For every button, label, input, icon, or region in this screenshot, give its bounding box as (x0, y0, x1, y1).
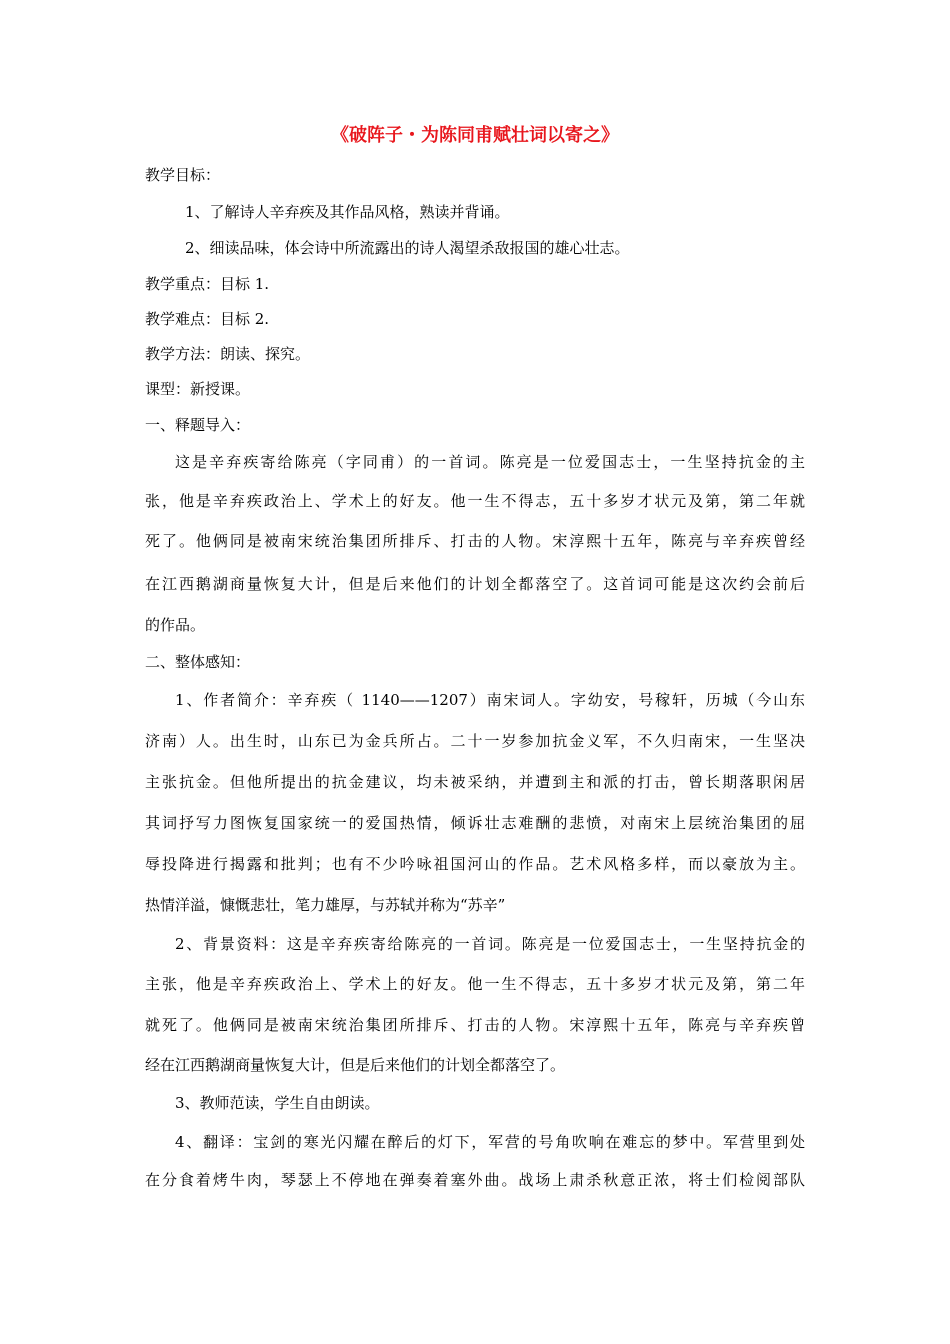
section1-heading: 一、释题导入： (145, 416, 251, 434)
paragraph-line: 4、翻译：宝剑的寒光闪耀在醉后的灯下，军营的号角吹响在难忘的梦中。军营里到处 (175, 1133, 805, 1151)
paragraph-line: 张，他是辛弃疾政治上、学术上的好友。他一生不得志，五十多岁才状元及第，第二年就 (145, 492, 805, 510)
goals-heading: 教学目标： (145, 166, 221, 184)
key-point: 教学重点：目标 1. (145, 275, 270, 293)
paragraph-line: 辱投降进行揭露和批判；也有不少吟咏祖国河山的作品。艺术风格多样，而以豪放为主。 (145, 855, 805, 873)
paragraph-line: 其词抒写力图恢复国家统一的爱国热情，倾诉壮志难酬的悲愤，对南宋上层统治集团的屈 (145, 814, 805, 832)
difficulty: 教学难点：目标 2. (145, 310, 270, 328)
paragraph-line: 济南）人。出生时，山东已为金兵所占。二十一岁参加抗金义军，不久归南宋，一生坚决 (145, 732, 805, 750)
paragraph-line: 死了。他俩同是被南宋统治集团所排斥、打击的人物。宋淳熙十五年，陈亮与辛弃疾曾经 (145, 532, 805, 550)
goal-item-2: 2、细读品味，体会诗中所流露出的诗人渴望杀敌报国的雄心壮志。 (185, 239, 630, 257)
paragraph-line: 在江西鹅湖商量恢复大计，但是后来他们的计划全都落空了。这首词可能是这次约会前后 (145, 575, 805, 593)
paragraph-line: 主张抗金。但他所提出的抗金建议，均未被采纳，并遭到主和派的打击，曾长期落职闲居 (145, 773, 805, 791)
paragraph-line: 热情洋溢，慷慨悲壮，笔力雄厚，与苏轼并称为“苏辛” (145, 896, 506, 914)
paragraph-line: 这是辛弃疾寄给陈亮（字同甫）的一首词。陈亮是一位爱国志士，一生坚持抗金的主 (175, 453, 805, 471)
paragraph-line: 1、作者简介：辛弃疾（ 1140——1207）南宋词人。字幼安，号稼轩，历城（今山东 (175, 691, 805, 709)
lesson-type: 课型：新授课。 (145, 380, 251, 398)
reading-note: 3、教师范读，学生自由朗读。 (175, 1094, 380, 1112)
paragraph-line: 经在江西鹅湖商量恢复大计，但是后来他们的计划全都落空了。 (145, 1056, 566, 1074)
paragraph-line: 在分食着烤牛肉，琴瑟上不停地在弹奏着塞外曲。战场上肃杀秋意正浓，将士们检阅部队 (145, 1171, 805, 1189)
section2-heading: 二、整体感知： (145, 653, 251, 671)
goal-item-1: 1、了解诗人辛弃疾及其作品风格，熟读并背诵。 (185, 203, 510, 221)
paragraph-line: 的作品。 (145, 616, 206, 634)
paragraph-line: 主张，他是辛弃疾政治上、学术上的好友。他一生不得志，五十多岁才状元及第，第二年 (145, 975, 805, 993)
document-title: 《破阵子・为陈同甫赋壮词以寄之》 (331, 125, 619, 146)
teaching-method: 教学方法：朗读、探究。 (145, 345, 311, 363)
paragraph-line: 2、背景资料：这是辛弃疾寄给陈亮的一首词。陈亮是一位爱国志士，一生坚持抗金的 (175, 935, 805, 953)
paragraph-line: 就死了。他俩同是被南宋统治集团所排斥、打击的人物。宋淳熙十五年，陈亮与辛弃疾曾 (145, 1016, 805, 1034)
